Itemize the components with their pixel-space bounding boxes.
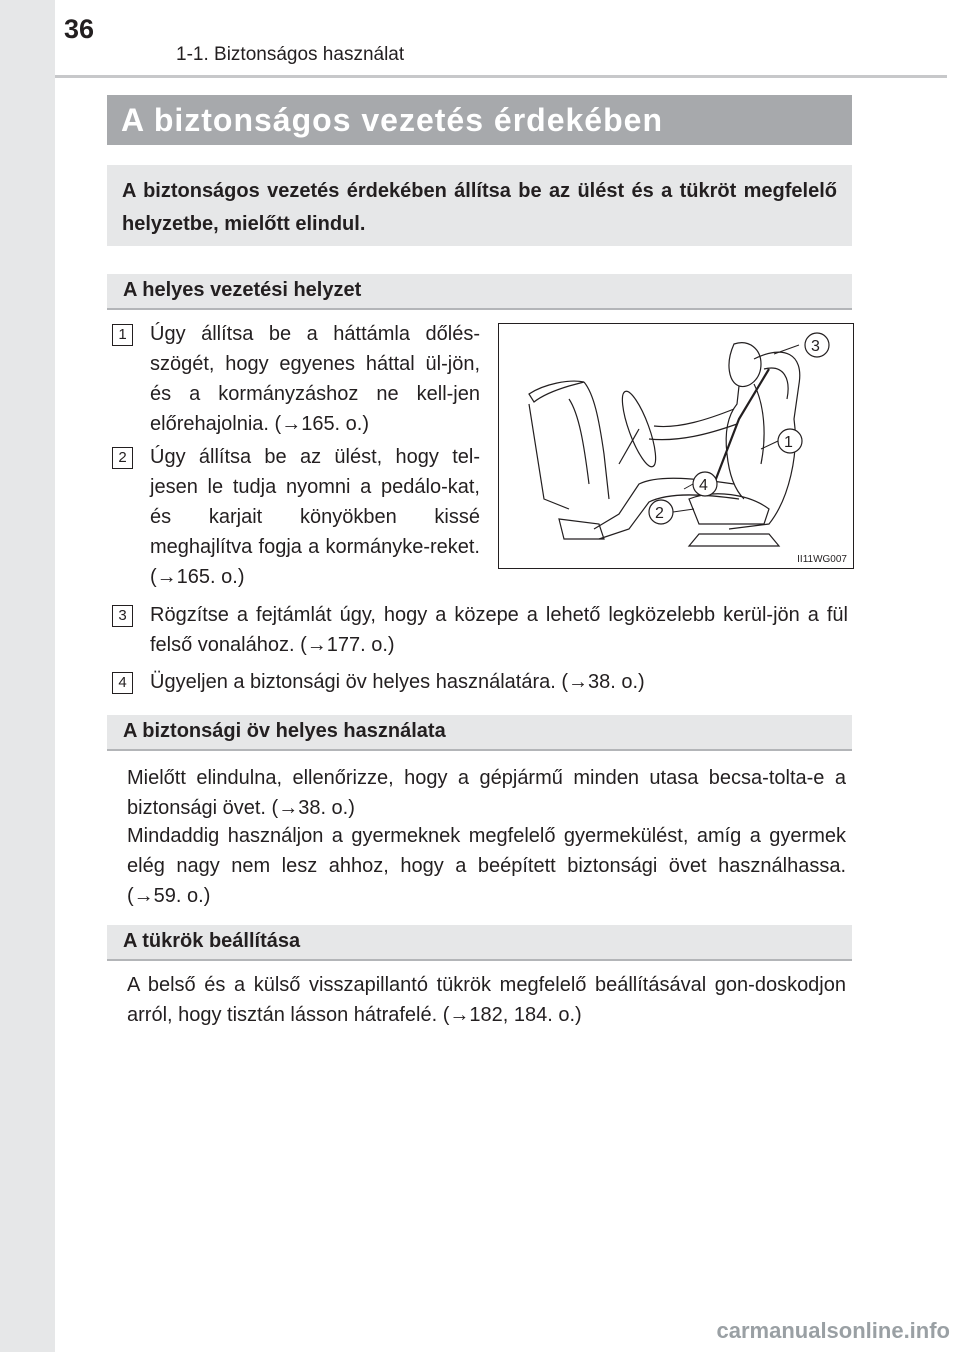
- intro-box: [107, 165, 852, 246]
- subheading-text: A tükrök beállítása: [123, 930, 301, 952]
- title-banner: [107, 95, 852, 145]
- subheading-driving-position: [107, 274, 852, 310]
- figure-callout: 3: [811, 338, 820, 355]
- item-text: Rögzítse a fejtámlát úgy, hogy a közepe a lehető legközelebb kerül-jön a fül felső vonalához. (→177. o.): [150, 604, 848, 656]
- header-divider: [55, 75, 947, 78]
- subheading-seatbelt: [107, 715, 852, 751]
- watermark: carmanualsonline.info: [716, 1318, 950, 1343]
- driver-seat-drawing: [499, 324, 853, 568]
- paragraph: A belső és a külső visszapillantó tükrök megfelelő beállításával gon-doskodjon arról, hogy tisztán lásson hátrafelé. (→182, 184. o.): [127, 974, 846, 1026]
- page-number: 36: [64, 14, 95, 44]
- list-item: [112, 442, 480, 592]
- subheading-text: A helyes vezetési helyzet: [123, 279, 362, 301]
- section-label: 1-1. Biztonságos használat: [176, 44, 405, 65]
- item-text: Úgy állítsa be az ülést, hogy tel-jesen le tudja nyomni a pedálo-kat, és karjait könyökben kissé meghajlítva fogja a kormányke-reket. (→165. o.): [150, 446, 480, 588]
- item-text: Úgy állítsa be a háttámla dőlés-szögét, hogy egyenes háttal ül-jön, és a kormányzáshoz ne kell-jen előrehajolnia. (→165. o.): [150, 323, 480, 435]
- paragraph: Mindaddig használjon a gyermeknek megfelelő gyermekülést, amíg a gyermek elég nagy nem lesz ahhoz, hogy a beépített biztonsági övet használhassa. (→59. o.): [127, 825, 846, 907]
- list-item: [112, 667, 848, 699]
- item-number: 3: [112, 605, 133, 627]
- item-number: 1: [112, 324, 133, 346]
- figure-callout: 2: [655, 505, 664, 522]
- list-item: [112, 319, 480, 444]
- figure-callout: 4: [699, 477, 708, 494]
- driving-position-illustration: [498, 323, 854, 569]
- intro-text: A biztonságos vezetés érdekében állítsa be az ülést és a tükröt megfelelő helyzetbe, mielőtt elindul.: [122, 180, 837, 235]
- figure-callout: 1: [784, 434, 793, 451]
- list-item: [112, 600, 848, 662]
- figure-code: II11WG007: [797, 554, 847, 565]
- subheading-text: A biztonsági öv helyes használata: [123, 720, 446, 742]
- paragraph: Mielőtt elindulna, ellenőrizze, hogy a gépjármű minden utasa becsa-tolta-e a biztonsági övet. (→38. o.): [127, 767, 846, 819]
- subheading-mirrors: [107, 925, 852, 961]
- page-sidebar: [0, 0, 55, 1352]
- item-number: 4: [112, 672, 133, 694]
- item-text: Ügyeljen a biztonsági öv helyes használatára. (→38. o.): [150, 671, 645, 693]
- item-number: 2: [112, 447, 133, 469]
- page-title: A biztonságos vezetés érdekében: [121, 102, 663, 138]
